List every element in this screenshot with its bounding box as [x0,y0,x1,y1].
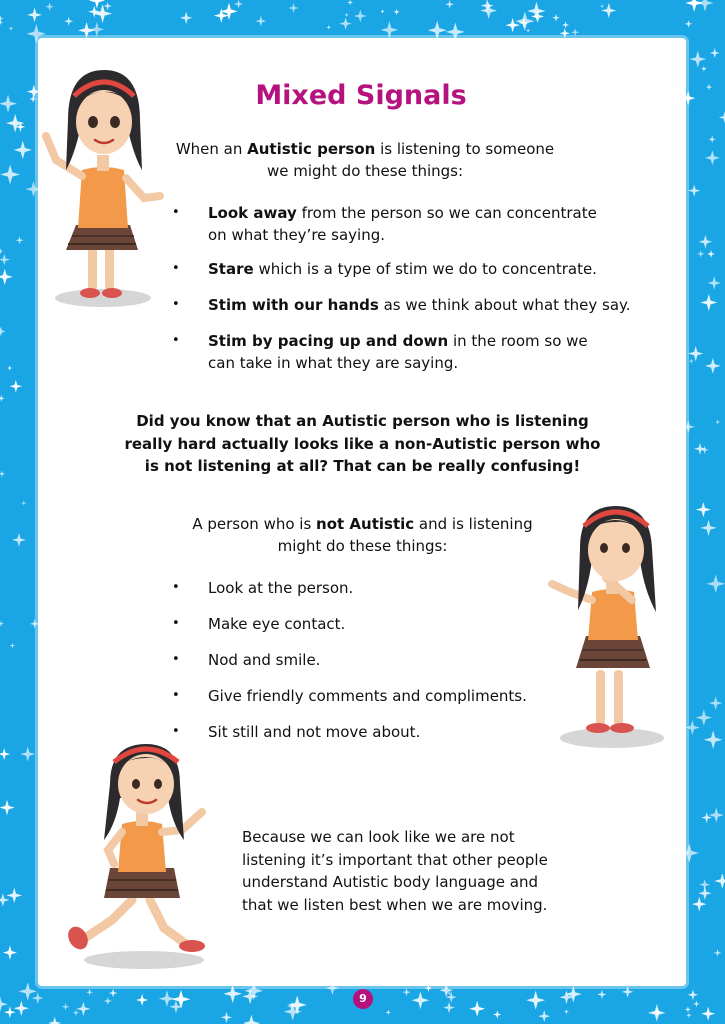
sparkle-star-icon [622,986,634,998]
sparkle-star-icon [714,949,722,957]
list-item: • Give friendly comments and compliments. [172,685,552,707]
sparkle-star-icon [234,0,243,9]
closing-line: understand Autistic body language and [242,873,539,891]
non-autistic-intro [170,513,555,557]
sparkle-star-icon [411,991,429,1009]
sparkle-star-icon [393,9,399,15]
sparkle-star-icon [29,95,36,102]
sparkle-star-icon [696,0,713,12]
sparkle-star-icon [701,1007,715,1021]
sparkle-star-icon [562,21,569,28]
sparkle-star-icon [552,14,560,22]
sparkle-star-icon [103,2,111,10]
sparkle-star-icon [73,1009,80,1016]
sparkle-star-icon [688,989,699,1000]
sparkle-star-icon [692,897,707,912]
sparkle-star-icon [688,346,703,361]
sparkle-star-icon [78,22,95,39]
sparkle-star-icon [705,358,721,374]
sparkle-star-icon [0,248,3,254]
sparkle-star-icon [538,1010,550,1022]
sparkle-star-icon [515,11,534,30]
sparkle-star-icon [136,994,148,1006]
sparkle-star-icon [0,996,8,1012]
sparkle-star-icon [690,51,707,68]
page-number: 9 [353,989,373,1009]
sparkle-star-icon [0,95,17,113]
sparkle-star-icon [221,1012,232,1023]
sparkle-star-icon [339,17,351,29]
sparkle-star-icon [6,888,22,904]
sparkle-star-icon [685,20,693,28]
callout-line: really hard actually looks like a non-Autistic person who [124,434,601,453]
autistic-intro [160,138,570,182]
sparkle-star-icon [288,3,298,13]
girl-running-icon [62,740,232,972]
sparkle-star-icon [600,4,605,9]
sparkle-star-icon [180,12,193,25]
sparkle-star-icon [0,800,15,815]
sparkle-star-icon [0,254,10,266]
sparkle-star-icon [719,112,725,124]
list-item: • Stare which is a type of stim we do to concentrate. [172,258,642,280]
sparkle-star-icon [3,945,17,959]
list-item: • Make eye contact. [172,613,552,635]
sparkle-star-icon [88,6,100,18]
list-item: • Look away from the person so we can concentrate on what they’re saying. [172,202,642,246]
autistic-behaviours-list [172,202,642,374]
sparkle-star-icon [32,992,44,1004]
list-item: • Stim by pacing up and down in the room so we can take in what they are saying. [172,330,642,374]
girl-thinking-icon [540,500,675,752]
sparkle-star-icon [705,150,720,165]
autistic-intro-line-1: When an Autistic person is listening to someone [175,140,555,158]
sparkle-star-icon [693,1001,700,1008]
sparkle-star-icon [90,22,105,37]
list-item: • Stim with our hands as we think about what they say. [172,294,642,316]
closing-line: listening it’s important that other people [242,850,548,869]
sparkle-star-icon [686,1012,692,1018]
sparkle-star-icon [689,358,694,363]
sparkle-star-icon [443,1002,455,1014]
sparkle-star-icon [0,471,5,478]
sparkle-star-icon [706,574,725,593]
sparkle-star-icon [354,10,367,23]
sparkle-star-icon [601,3,616,18]
sparkle-star-icon [0,395,5,402]
sparkle-star-icon [564,1009,569,1014]
closing-line: Because we can look like we are not [242,828,515,846]
sparkle-star-icon [706,84,713,91]
sparkle-star-icon [0,269,13,285]
sparkle-star-icon [685,1006,691,1012]
sparkle-star-icon [709,808,724,823]
sparkle-star-icon [700,520,716,536]
sparkle-star-icon [708,135,716,143]
sparkle-star-icon [597,990,607,1000]
sparkle-star-icon [0,748,10,760]
sparkle-star-icon [6,114,24,132]
non-autistic-intro-line-1: A person who is not Autistic and is listening [192,515,533,533]
sparkle-star-icon [685,720,700,735]
sparkle-star-icon [0,15,4,22]
sparkle-star-icon [688,185,700,197]
page-title: Mixed Signals [255,80,467,111]
sparkle-star-icon [699,235,713,249]
sparkle-star-icon [64,17,73,26]
sparkle-star-icon [696,710,712,726]
sparkle-star-icon [701,446,709,454]
list-item: • Nod and smile. [172,649,552,671]
sparkle-star-icon [255,16,266,27]
sparkle-star-icon [699,879,710,890]
autistic-intro-line-2: we might do these things: [266,162,464,180]
sparkle-star-icon [12,533,26,547]
list-item: • Sit still and not move about. [172,721,552,743]
sparkle-star-icon [243,1015,260,1024]
sparkle-star-icon [571,28,579,36]
sparkle-star-icon [93,4,112,23]
sparkle-star-icon [4,1006,16,1018]
sparkle-star-icon [710,48,720,58]
sparkle-star-icon [380,9,384,13]
sparkle-star-icon [48,1017,61,1024]
non-autistic-behaviours-list [172,577,552,743]
sparkle-star-icon [86,989,93,996]
sparkle-star-icon [45,2,54,11]
sparkle-star-icon [560,28,570,38]
callout-line: Did you know that an Autistic person who is listening [136,412,589,430]
sparkle-star-icon [493,1010,501,1018]
sparkle-star-icon [526,28,530,32]
sparkle-star-icon [0,165,20,185]
sparkle-star-icon [480,2,497,19]
sparkle-star-icon [685,0,702,12]
sparkle-star-icon [7,365,12,370]
sparkle-star-icon [445,0,454,9]
sparkle-star-icon [469,1001,485,1017]
sparkle-star-icon [223,984,242,1003]
closing-line: that we listen best when we are moving. [242,895,548,914]
non-autistic-intro-line-2: might do these things: [277,537,448,555]
sparkle-star-icon [708,276,721,289]
sparkle-star-icon [9,26,13,30]
sparkle-star-icon [526,991,545,1010]
sparkle-star-icon [347,0,353,5]
sparkle-star-icon [386,1010,392,1016]
sparkle-star-icon [648,1004,666,1022]
sparkle-star-icon [20,747,35,762]
sparkle-star-icon [381,21,398,38]
sparkle-star-icon [326,25,331,30]
sparkle-star-icon [707,250,715,258]
sparkle-star-icon [0,327,6,337]
sparkle-star-icon [16,236,24,244]
sparkle-star-icon [697,250,705,258]
sparkle-star-icon [76,1002,90,1016]
sparkle-star-icon [696,502,711,517]
sparkle-star-icon [403,988,411,996]
sparkle-star-icon [159,990,176,1007]
sparkle-star-icon [104,997,112,1005]
sparkle-star-icon [14,1001,29,1016]
girl-pointing-icon [38,60,173,310]
callout-line: is not listening at all? That can be really confusing! [144,457,581,475]
sparkle-star-icon [0,621,4,627]
closing-paragraph [242,826,582,916]
sparkle-star-icon [715,419,720,424]
sparkle-star-icon [109,989,118,998]
sparkle-star-icon [701,66,707,72]
sparkle-star-icon [345,13,349,17]
sparkle-star-icon [62,1003,70,1011]
sparkle-star-icon [701,812,712,823]
sparkle-star-icon [505,18,520,33]
sparkle-star-icon [709,696,723,710]
sparkle-star-icon [714,873,725,889]
sparkle-star-icon [428,21,447,40]
sparkle-star-icon [700,294,717,311]
did-you-know-callout [110,410,615,478]
sparkle-star-icon [27,7,42,22]
sparkle-star-icon [21,500,26,505]
sparkle-star-icon [13,141,32,160]
sparkle-star-icon [704,730,723,749]
sparkle-star-icon [220,3,237,20]
sparkle-star-icon [10,643,15,648]
sparkle-star-icon [10,380,23,393]
list-item: • Look at the person. [172,577,552,599]
